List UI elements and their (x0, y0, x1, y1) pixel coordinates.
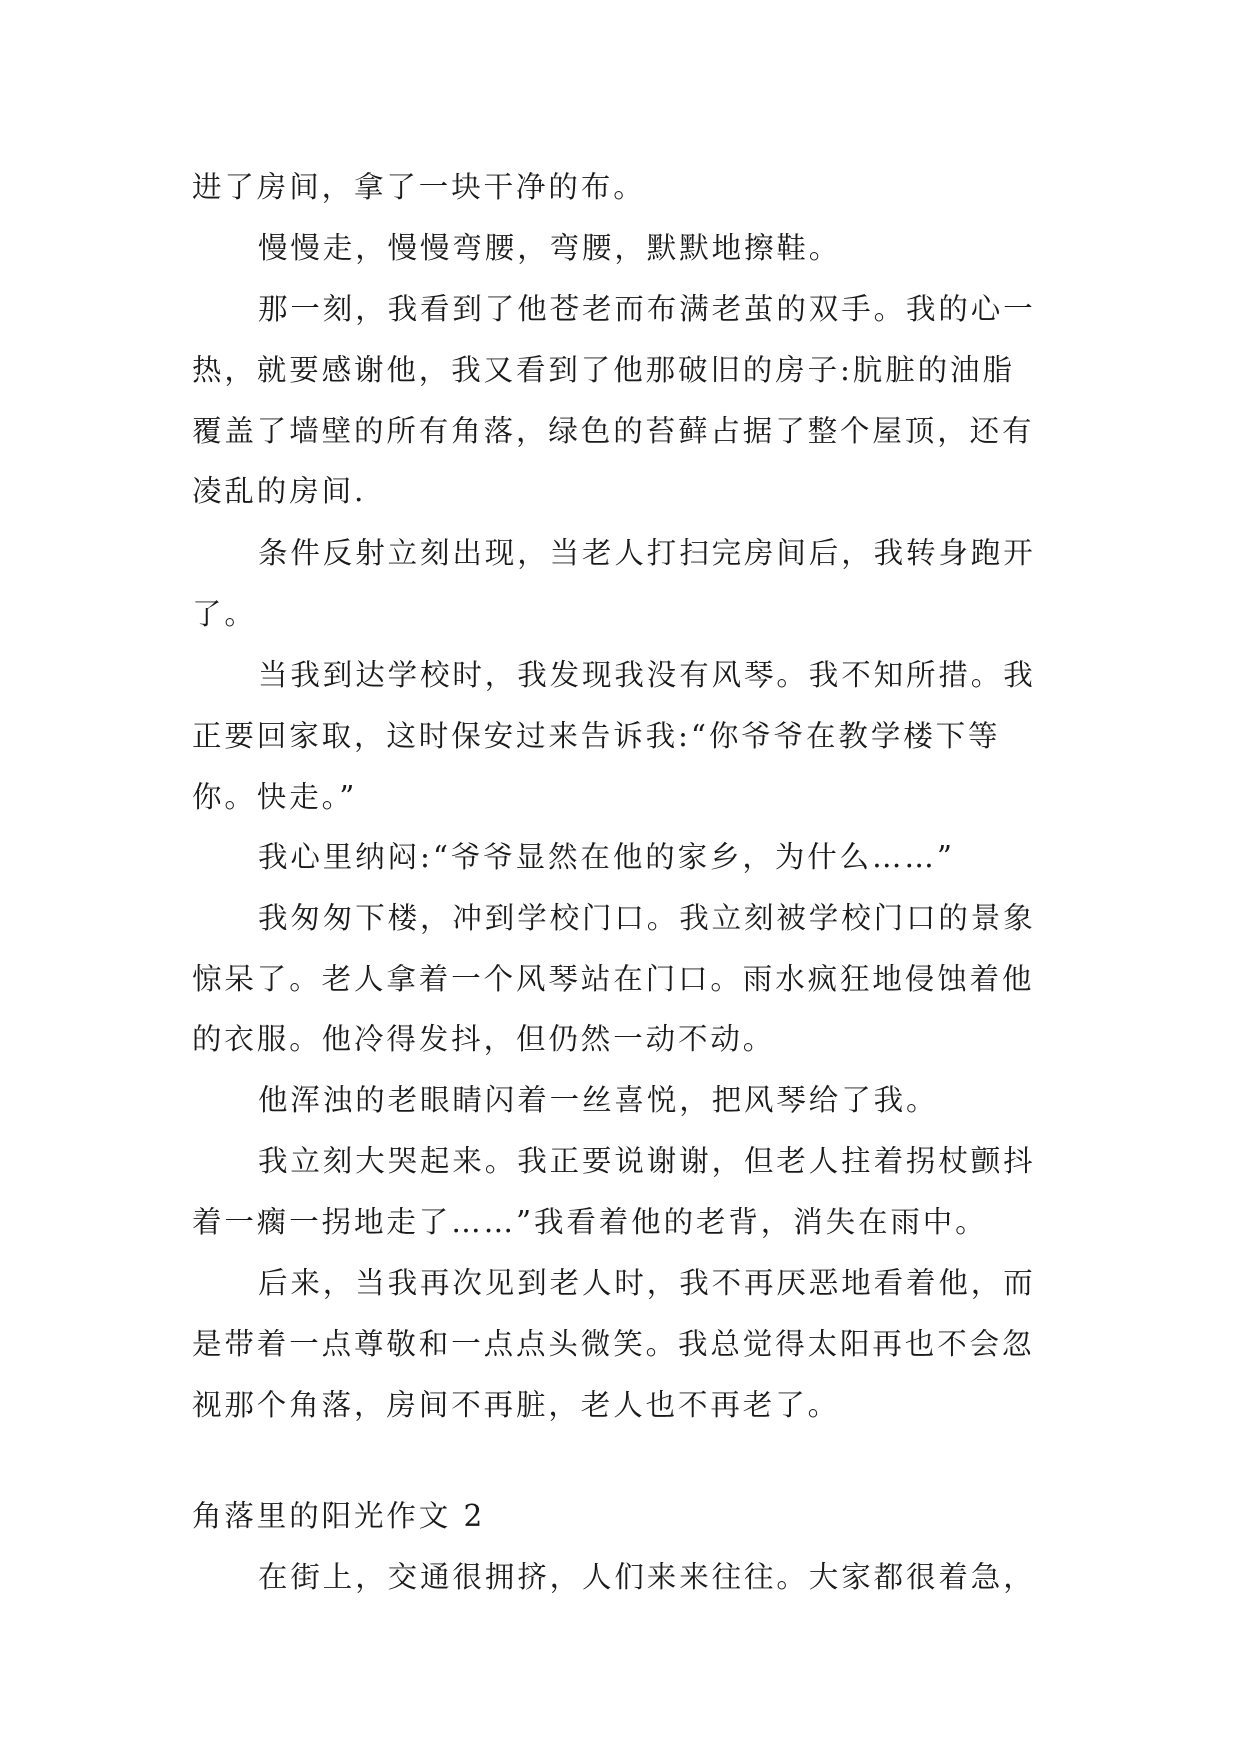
text-line: 我心里纳闷:“爷爷显然在他的家乡，为什么……” (258, 840, 955, 874)
text-line: 惊呆了。老人拿着一个风琴站在门口。雨水疯狂地侵蚀着他 (192, 962, 1035, 996)
text-line: 了。 (192, 597, 257, 631)
text-line: 的衣服。他冷得发抖，但仍然一动不动。 (192, 1022, 776, 1056)
text-line: 着一瘸一拐地走了……”我看着他的老背，消失在雨中。 (192, 1205, 988, 1239)
text-line: 在街上，交通很拥挤，人们来来往往。大家都很着急， (258, 1560, 1036, 1594)
text-line: 我立刻大哭起来。我正要说谢谢，但老人拄着拐杖颤抖 (258, 1144, 1036, 1178)
text-line: 视那个角落，房间不再脏，老人也不再老了。 (192, 1388, 841, 1422)
text-line: 当我到达学校时，我发现我没有风琴。我不知所措。我 (258, 658, 1036, 692)
text-line: 正要回家取，这时保安过来告诉我:“你爷爷在教学楼下等 (192, 719, 1001, 753)
text-line: 我匆匆下楼，冲到学校门口。我立刻被学校门口的景象 (258, 901, 1036, 935)
text-line: 热，就要感谢他，我又看到了他那破旧的房子:肮脏的油脂 (192, 353, 1015, 387)
section-heading: 角落里的阳光作文 2 (192, 1499, 486, 1533)
text-line: 那一刻，我看到了他苍老而布满老茧的双手。我的心一 (258, 292, 1036, 326)
text-line: 条件反射立刻出现，当老人打扫完房间后，我转身跑开 (258, 536, 1036, 570)
text-line: 后来，当我再次见到老人时，我不再厌恶地看着他，而 (258, 1266, 1036, 1300)
text-line: 进了房间，拿了一块干净的布。 (192, 170, 646, 204)
text-line: 凌乱的房间. (192, 474, 367, 508)
text-line: 覆盖了墙壁的所有角落，绿色的苔藓占据了整个屋顶，还有 (192, 414, 1035, 448)
text-line: 他浑浊的老眼睛闪着一丝喜悦，把风琴给了我。 (258, 1083, 939, 1117)
text-line: 你。快走。” (192, 780, 358, 814)
text-line: 慢慢走，慢慢弯腰，弯腰，默默地擦鞋。 (258, 231, 842, 265)
text-line: 是带着一点尊敬和一点点头微笑。我总觉得太阳再也不会忽 (192, 1327, 1035, 1361)
